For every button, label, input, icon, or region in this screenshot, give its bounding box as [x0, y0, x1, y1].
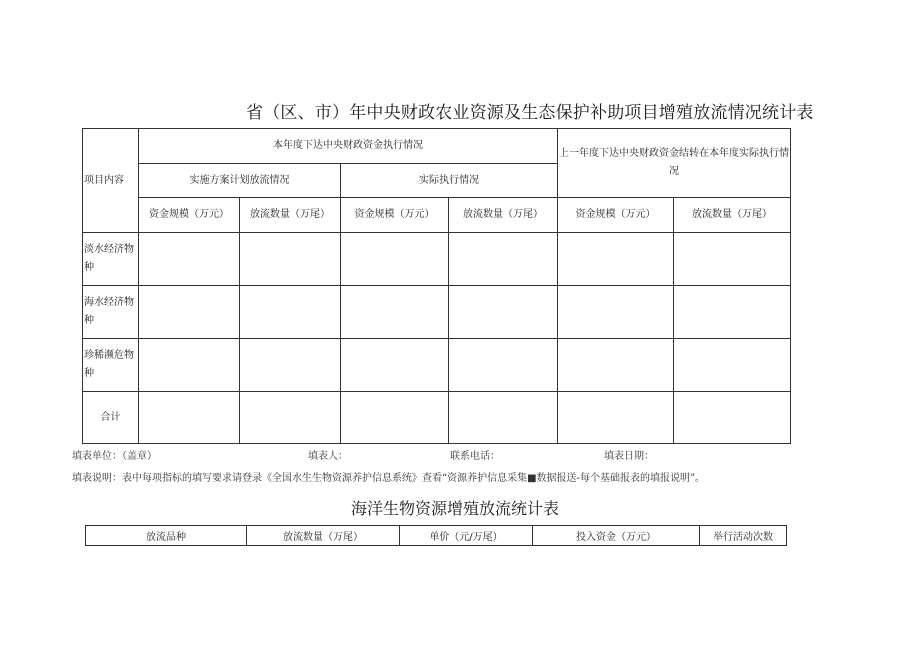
- table-cell[interactable]: [674, 392, 791, 444]
- table-cell[interactable]: [341, 233, 449, 286]
- marine-table-title: 海洋生物资源增殖放流统计表: [351, 499, 560, 518]
- table-cell[interactable]: [558, 286, 674, 339]
- table-cell[interactable]: [139, 286, 240, 339]
- table-cell[interactable]: [139, 392, 240, 444]
- table-cell[interactable]: [341, 286, 449, 339]
- table-cell[interactable]: [449, 233, 558, 286]
- table-cell[interactable]: [558, 233, 674, 286]
- row-label-rare: 珍稀濒危物种: [83, 339, 139, 392]
- fill-date-label: 填表日期：: [604, 451, 654, 462]
- main-statistics-table: [82, 128, 791, 444]
- unit-price-header: 单价（元/万尾）: [400, 526, 533, 546]
- fill-explanation: 填表说明：表中每项指标的填写要求请登录《全国水生生物资源养护信息系统》查看“资源养护信息采集■数据报送-每个基础报表的填报说明”。: [72, 473, 706, 484]
- row-label-freshwater: 淡水经济物种: [83, 233, 139, 286]
- table-cell[interactable]: [240, 392, 341, 444]
- table-row: [83, 233, 791, 286]
- marine-statistics-table: [85, 525, 787, 546]
- table-row: [83, 392, 791, 444]
- table-cell[interactable]: [341, 339, 449, 392]
- actual-execution-header: 实际执行情况: [341, 164, 558, 198]
- table-cell[interactable]: [674, 286, 791, 339]
- main-table-title: 省（区、市）年中央财政农业资源及生态保护补助项目增殖放流情况统计表: [246, 103, 814, 123]
- phone-label: 联系电话：: [450, 451, 500, 462]
- plan-release-header: 实施方案计划放流情况: [139, 164, 341, 198]
- row-label-seawater: 海水经济物种: [83, 286, 139, 339]
- table-cell[interactable]: [449, 392, 558, 444]
- plan-quantity-header: 放流数量（万尾）: [240, 198, 341, 233]
- fill-unit-label: 填表单位：（盖章）: [72, 451, 157, 462]
- actual-fund-header: 资金规模（万元）: [341, 198, 449, 233]
- table-row: [83, 339, 791, 392]
- table-row: [83, 286, 791, 339]
- plan-fund-header: 资金规模（万元）: [139, 198, 240, 233]
- table-cell[interactable]: [139, 233, 240, 286]
- filler-label: 填表人：: [308, 451, 348, 462]
- table-cell[interactable]: [341, 392, 449, 444]
- variety-header: 放流品种: [86, 526, 247, 546]
- table-cell[interactable]: [240, 286, 341, 339]
- previous-quantity-header: 放流数量（万尾）: [674, 198, 791, 233]
- table-cell[interactable]: [240, 233, 341, 286]
- table-cell[interactable]: [139, 339, 240, 392]
- row-label-total: 合计: [83, 392, 139, 444]
- table-cell[interactable]: [558, 339, 674, 392]
- activity-count-header: 举行活动次数: [700, 526, 787, 546]
- investment-header: 投入资金（万元）: [533, 526, 700, 546]
- quantity-header: 放流数量（万尾）: [247, 526, 400, 546]
- item-content-header: 项目内容: [83, 129, 139, 233]
- table-cell[interactable]: [674, 339, 791, 392]
- table-cell[interactable]: [558, 392, 674, 444]
- table-cell[interactable]: [674, 233, 791, 286]
- table-cell[interactable]: [449, 286, 558, 339]
- table-cell[interactable]: [240, 339, 341, 392]
- actual-quantity-header: 放流数量（万尾）: [449, 198, 558, 233]
- table-cell[interactable]: [449, 339, 558, 392]
- previous-fund-header: 资金规模（万元）: [558, 198, 674, 233]
- current-year-header: 本年度下达中央财政资金执行情况: [139, 129, 558, 164]
- previous-year-header: 上一年度下达中央财政资金结转在本年度实际执行情况: [558, 129, 791, 198]
